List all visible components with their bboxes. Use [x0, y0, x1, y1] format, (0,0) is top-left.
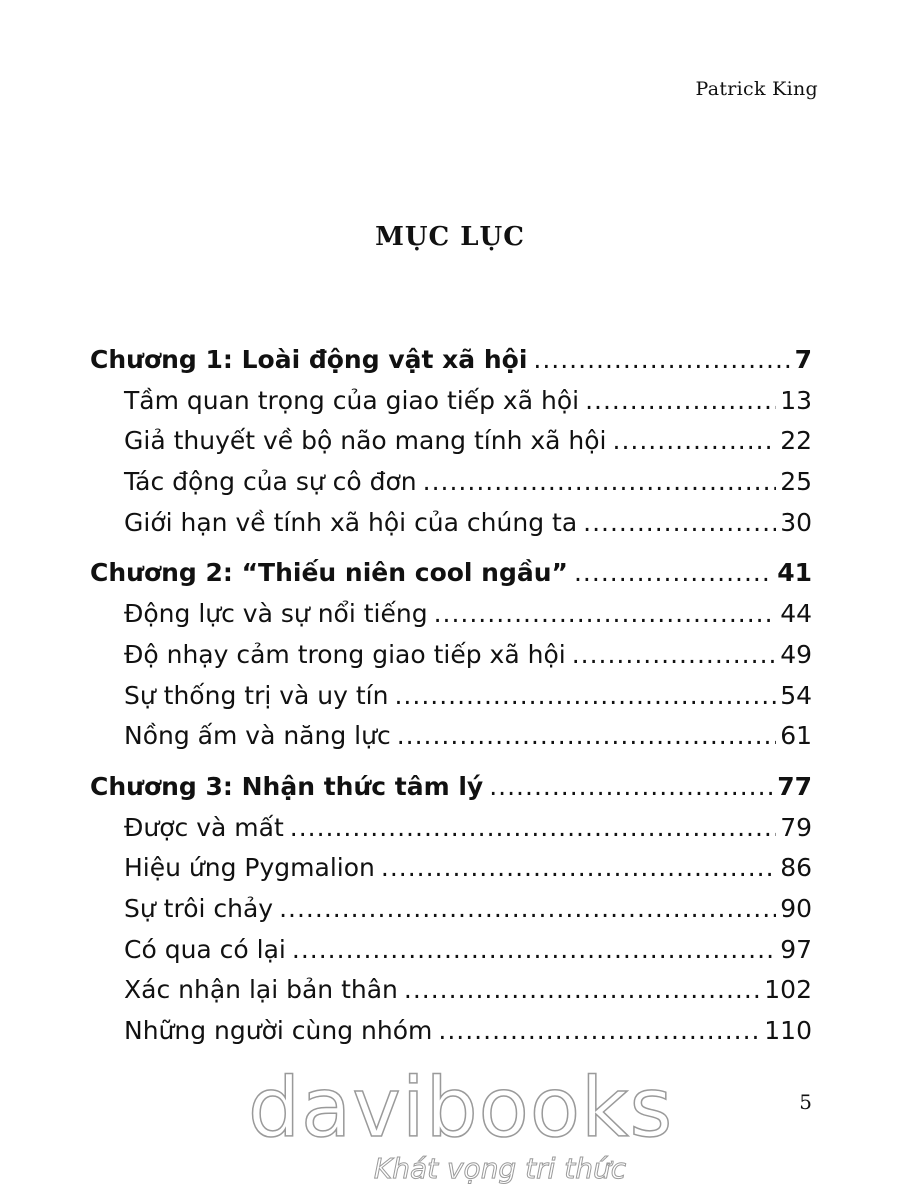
page-ref: 7 [794, 345, 812, 374]
section-title: Động lực và sự nổi tiếng [124, 599, 428, 629]
page-ref: 30 [780, 507, 812, 537]
page-ref: 41 [777, 558, 812, 588]
section-title: Sự thống trị và uy tín [124, 680, 389, 710]
toc-entry-chapter [90, 553, 812, 594]
section-title: Được và mất [124, 812, 284, 842]
section-title: Những người cùng nhóm [124, 1016, 433, 1045]
page-ref: 44 [780, 599, 812, 629]
page-ref: 22 [780, 426, 812, 456]
toc-entry-chapter [90, 767, 812, 808]
section-title: Xác nhận lại bản thân [124, 975, 398, 1005]
page-number: 5 [799, 1090, 812, 1114]
toc-entry-section [90, 503, 812, 544]
dot-leader [423, 462, 777, 503]
toc-entry-section [90, 716, 812, 757]
toc-entry-section [90, 848, 812, 889]
toc-entry-section [90, 808, 812, 849]
section-title: Tầm quan trọng của giao tiếp xã hội [124, 385, 580, 415]
chapter-2 [90, 553, 812, 756]
page-ref: 49 [780, 639, 812, 669]
toc-entry-section [90, 1011, 812, 1052]
page-ref: 25 [780, 467, 812, 497]
dot-leader [394, 676, 776, 717]
section-title: Độ nhạy cảm trong giao tiếp xã hội [124, 639, 566, 669]
dot-leader [583, 503, 776, 544]
toc-entry-chapter [90, 340, 812, 381]
watermark-tagline: Khát vọng tri thức [373, 1152, 627, 1185]
toc-entry-section [90, 462, 812, 503]
page-ref: 54 [780, 680, 812, 710]
watermark-logo: davibooks [248, 1061, 674, 1156]
dot-leader [613, 421, 777, 462]
section-title: Giả thuyết về bộ não mang tính xã hội [124, 426, 607, 456]
dot-leader [489, 767, 773, 808]
section-title: Giới hạn về tính xã hội của chúng ta [124, 507, 578, 537]
page-ref: 77 [777, 771, 812, 801]
running-header-author: Patrick King [695, 78, 818, 100]
chapter-title: Chương 2: “Thiếu niên cool ngầu” [90, 558, 568, 588]
toc-entry-section [90, 930, 812, 971]
toc-entry-section [90, 889, 812, 930]
page-ref: 97 [780, 934, 812, 964]
toc-entry-section [90, 635, 812, 676]
toc-entry-section [90, 970, 812, 1011]
dot-leader [381, 848, 776, 889]
section-title: Có qua có lại [124, 934, 286, 964]
dot-leader [279, 889, 776, 930]
chapter-title: Chương 1: Loài động vật xã hội [90, 345, 528, 374]
dot-leader [585, 381, 776, 422]
page-ref: 13 [780, 385, 812, 415]
page-ref: 61 [780, 721, 812, 751]
toc-entry-section [90, 594, 812, 635]
section-title: Hiệu ứng Pygmalion [124, 853, 375, 883]
table-of-contents [90, 340, 812, 1062]
section-title: Tác động của sự cô đơn [124, 467, 417, 497]
page-ref: 110 [764, 1016, 812, 1045]
dot-leader [292, 930, 776, 971]
dot-leader [438, 1011, 760, 1052]
dot-leader [404, 970, 760, 1011]
toc-entry-section [90, 381, 812, 422]
dot-leader [533, 340, 790, 381]
toc-entry-section [90, 676, 812, 717]
dot-leader [397, 716, 776, 757]
toc-entry-section [90, 421, 812, 462]
page-ref: 79 [780, 812, 812, 842]
dot-leader [574, 553, 773, 594]
chapter-1 [90, 340, 812, 543]
dot-leader [572, 635, 777, 676]
page-ref: 86 [780, 853, 812, 883]
dot-leader [434, 594, 777, 635]
chapter-3 [90, 767, 812, 1052]
chapter-title: Chương 3: Nhận thức tâm lý [90, 771, 484, 801]
page-title: MỤC LỤC [375, 222, 525, 252]
page-ref: 90 [780, 893, 812, 923]
dot-leader [290, 808, 776, 849]
section-title: Nồng ấm và năng lực [124, 721, 391, 751]
page-ref: 102 [764, 975, 812, 1005]
section-title: Sự trôi chảy [124, 893, 274, 923]
